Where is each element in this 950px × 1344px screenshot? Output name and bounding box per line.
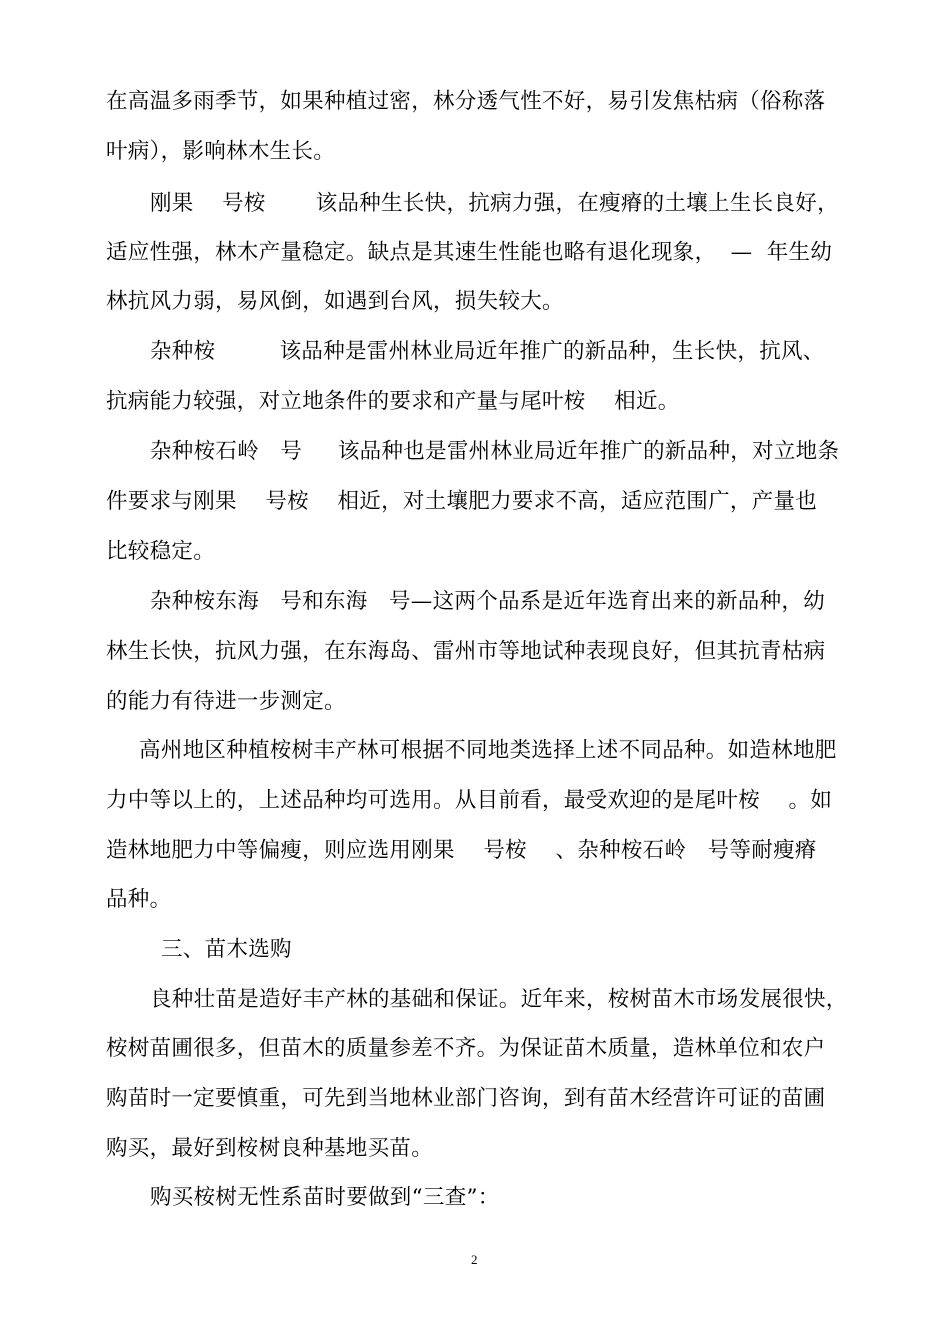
paragraph-donghai-line-2: 林生长快，抗风力强，在东海岛、雷州市等地试种表现良好，但其抗青枯病 [106, 639, 826, 664]
paragraph-gaozhou-line-3: 造林地肥力中等偏瘦，则应选用刚果 号桉 、杂种桉石岭 号等耐瘦瘠 [106, 838, 817, 863]
paragraph-zazhong-line-1: 杂种桉 该品种是雷州林业局近年推广的新品种，生长快，抗风、 [150, 339, 825, 364]
paragraph-gaozhou-line-4: 品种。 [106, 887, 172, 912]
paragraph-seedlings-line-4: 购买，最好到桉树良种基地买苗。 [106, 1136, 434, 1161]
paragraph-intro-line-1: 在高温多雨季节，如果种植过密，林分透气性不好，易引发焦枯病（俗称落 [106, 89, 826, 114]
paragraph-gangguo-line-3: 林抗风力弱，易风倒，如遇到台风，损失较大。 [106, 289, 564, 314]
paragraph-seedlings-line-1: 良种壮苗是造好丰产林的基础和保证。近年来，桉树苗木市场发展很快， [150, 987, 848, 1012]
paragraph-donghai-line-1: 杂种桉东海 号和东海 号—这两个品系是近年选育出来的新品种，幼 [150, 589, 826, 614]
paragraph-gaozhou-line-1: 高州地区种植桉树丰产林可根据不同地类选择上述不同品种。如造林地肥 [139, 738, 837, 763]
paragraph-gangguo-line-1: 刚果 号桉 该品种生长快，抗病力强，在瘦瘠的土壤上生长良好， [150, 191, 839, 216]
paragraph-gaozhou-line-2: 力中等以上的，上述品种均可选用。从目前看，最受欢迎的是尾叶桉 。如 [106, 788, 833, 813]
paragraph-intro-line-2: 叶病），影响林木生长。 [106, 139, 336, 164]
paragraph-shiling-line-2: 件要求与刚果 号桉 相近，对土壤肥力要求不高，适应范围广，产量也 [106, 489, 818, 514]
paragraph-seedlings-line-3: 购苗时一定要慎重，可先到当地林业部门咨询，到有苗木经营许可证的苗圃 [106, 1086, 826, 1111]
paragraph-donghai-line-3: 的能力有待进一步测定。 [106, 689, 346, 714]
paragraph-shiling-line-1: 杂种桉石岭 号 该品种也是雷州林业局近年推广的新品种，对立地条 [150, 439, 840, 464]
paragraph-zazhong-line-2: 抗病能力较强，对立地条件的要求和产量与尾叶桉 相近。 [106, 389, 680, 414]
paragraph-shiling-line-3: 比较稳定。 [106, 539, 216, 564]
paragraph-gangguo-line-2: 适应性强，林木产量稳定。缺点是其速生性能也略有退化现象， — 年生幼 [106, 240, 833, 265]
page-number: 2 [471, 1252, 478, 1267]
section-heading-seedling-selection: 三、苗木选购 [161, 937, 292, 962]
paragraph-three-checks: 购买桉树无性系苗时要做到“三查”： [150, 1185, 500, 1210]
paragraph-seedlings-line-2: 桉树苗圃很多，但苗木的质量参差不齐。为保证苗木质量，造林单位和农户 [106, 1036, 826, 1061]
